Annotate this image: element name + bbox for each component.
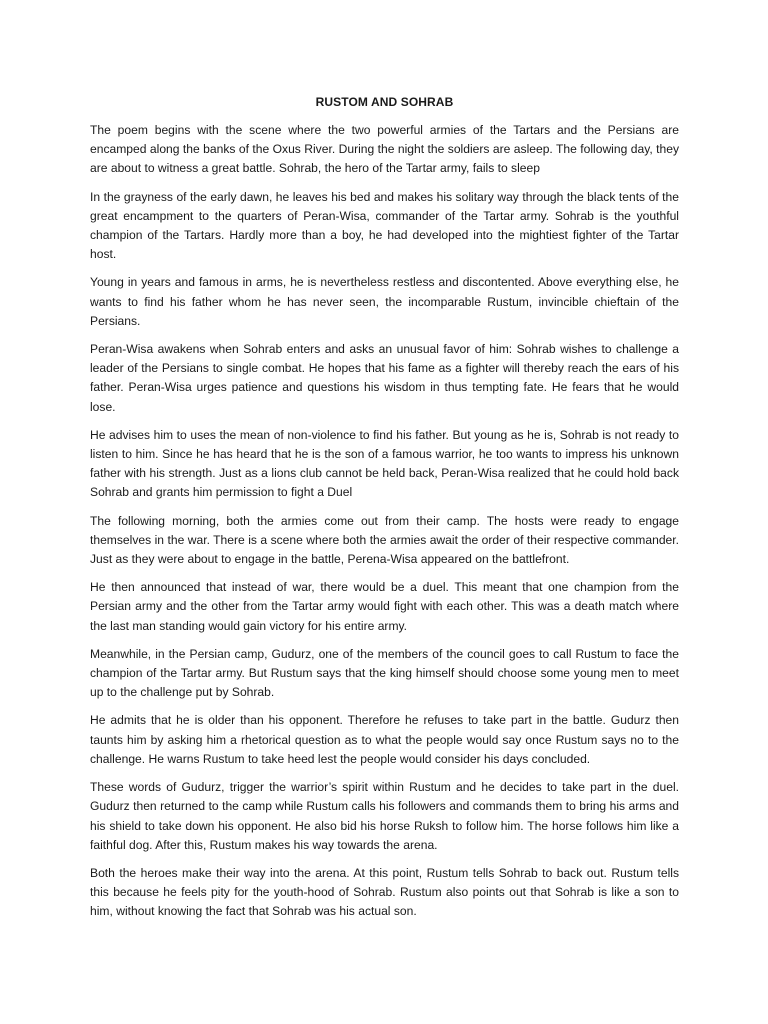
paragraph-2: In the grayness of the early dawn, he leaves his bed and makes his solitary way through the black tents of the great encampment to the quarters of Peran-Wisa, commander of the Tartar army. Sohrab is the youthful champion of the Tartars. Hardly more than a boy, he had developed into the mightiest fighter of the Tartar host. (90, 189, 679, 262)
paragraph-10: These words of Gudurz, trigger the warrior’s spirit within Rustum and he decides to take part in the duel. Gudurz then returned to the camp while Rustum calls his followers and commands them to bring his arms and his shield to take down his opponent. He also bid his horse Ruksh to follow him. The horse follows him like a faithful dog. After this, Rustum makes his way towards the arena. (90, 780, 679, 852)
paragraph-5: He advises him to uses the mean of non-violence to find his father. But young as he is, Sohrab is not ready to listen to him. Since he has heard that he is the son of a famous warrior, he too wants to impress his unknown father with his strength. Just as a lions club cannot be held back, Peran-Wisa realized that he could hold back Sohrab and grants him permission to fight a Duel (90, 427, 679, 500)
paragraph-11: Both the heroes make their way into the arena. At this point, Rustum tells Sohrab to back out. Rustum tells this because he feels pity for the youth-hood of Sohrab. Rustum also points out that Sohrab is like a son to him, without knowing the fact that Sohrab was his actual son. (90, 865, 679, 919)
paragraph-7: He then announced that instead of war, there would be a duel. This meant that one champion from the Persian army and the other from the Tartar army would fight with each other. This was a death match where the last man standing would gain victory for his entire army. (90, 580, 679, 633)
paragraph-3: Young in years and famous in arms, he is nevertheless restless and discontented. Above everything else, he wants to find his father whom he has never seen, the incomparable Rustum, invincible chieftain of the Persians. (90, 275, 679, 328)
paragraph-4: Peran-Wisa awakens when Sohrab enters and asks an unusual favor of him: Sohrab wishes to challenge a leader of the Persians to single combat. He hopes that his fame as a fighter will thereby reach the ears of his father. Peran-Wisa urges patience and questions his wisdom in thus tempting fate. He fears that he would lose. (90, 342, 679, 414)
document-title: RUSTOM AND SOHRAB (315, 95, 454, 109)
paragraph-1: The poem begins with the scene where the two powerful armies of the Tartars and the Persians are encamped along the banks of the Oxus River. During the night the soldiers are asleep. The following day, they are about to witness a great battle. Sohrab, the hero of the Tartar army, fails to sleep (90, 123, 679, 176)
paragraph-9: He admits that he is older than his opponent. Therefore he refuses to take part in the battle. Gudurz then taunts him by asking him a rhetorical question as to what the people would say once Rustum says no to the challenge. He warns Rustum to take heed lest the people would consider his days concluded. (90, 713, 679, 766)
paragraph-8: Meanwhile, in the Persian camp, Gudurz, one of the members of the council goes to call Rustum to face the champion of the Tartar army. But Rustum says that the king himself should choose some young men to meet up to the challenge put by Sohrab. (90, 646, 679, 700)
paragraph-6: The following morning, both the armies come out from their camp. The hosts were ready to engage themselves in the war. There is a scene where both the armies await the order of their respective commander. Just as they were about to engage in the battle, Perena-Wisa appeared on the battlefront. (90, 513, 679, 567)
